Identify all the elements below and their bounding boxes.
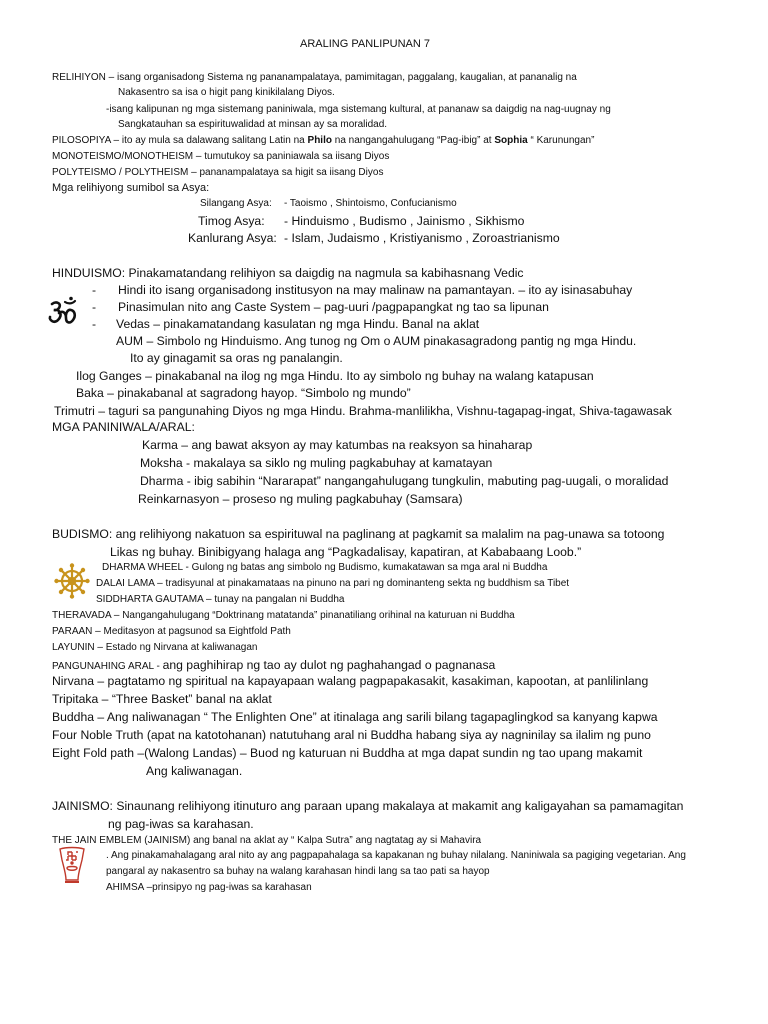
hinduismo-point-2: Pinasimulan nito ang Caste System – pag-uuri /pagpapangkat ng tao sa lipunan xyxy=(118,300,549,314)
paniniwala-heading: MGA PANINIWALA/ARAL: xyxy=(52,420,195,434)
dharma-wheel-icon xyxy=(54,563,90,599)
nirvana-def: Nirvana – pagtatamo ng spiritual na kapayapaan walang pagpapakasakit, kasakiman, kapootan, at panlilinlang xyxy=(52,674,649,688)
relihiyon-def-cont: Nakasentro sa isa o higit pang kinikilalang Diyos. xyxy=(118,87,335,98)
jainismo-heading: JAINISMO: Sinaunang relihiyong itinuturo ang paraan upang makalaya at makamit ang kaligayahan sa pamamagitan xyxy=(52,799,684,813)
reinkarnasyon-def: Reinkarnasyon – proseso ng muling pagkabuhay (Samsara) xyxy=(138,492,463,506)
hinduismo-heading: HINDUISMO: Pinakamatandang relihiyon sa daigdig na nagmula sa kabihasnang Vedic xyxy=(52,266,524,280)
pangunahing-aral: PANGUNAHING ARAL - ang paghihirap ng tao ay dulot ng paghahangad o pagnanasa xyxy=(52,658,496,672)
timog-label: Timog Asya: xyxy=(198,214,265,228)
theravada-def: THERAVADA – Nangangahulugang “Doktrinang matatanda” pinanatiliang orihinal na katuruan ni Buddha xyxy=(52,610,515,621)
tripitaka-def: Tripitaka – “Three Basket” banal na aklat xyxy=(52,692,272,706)
budismo-heading: BUDISMO: ang relihiyong nakatuon sa espirituwal na paglinang at pagkamit sa malalim na pag-unawa sa totoong xyxy=(52,527,665,541)
moksha-def: Moksha - makalaya sa siklo ng muling pagkabuhay at kamatayan xyxy=(140,456,493,470)
relihiyon-def-2-cont: Sangkatauhan sa espirituwalidad at minsan ay sa moralidad. xyxy=(118,119,388,130)
bullet-dash: - xyxy=(92,317,97,331)
aum-def-cont: Ito ay ginagamit sa oras ng panalangin. xyxy=(130,351,343,365)
ahimsa-def: AHIMSA –prinsipyo ng pag-iwas sa karahasan xyxy=(106,882,312,893)
jain-aral-2: pangaral ay nakasentro sa buhay na walang karahasan hindi lang sa tao pati sa hayop xyxy=(106,866,490,877)
polyteismo-def: POLYTEISMO / POLYTHEISM – pananampalataya sa higit sa iisang Diyos xyxy=(52,167,384,178)
four-noble-truth-def: Four Noble Truth (apat na katotohanan) natutuhang aral ni Buddha habang siya ay nagninilay sa ilalim ng puno xyxy=(52,728,651,742)
buddha-def: Buddha – Ang naliwanagan “ The Enlighten One” at itinalaga ang sarili bilang tagapaglingkod sa kanyang kapwa xyxy=(52,710,658,724)
bullet-dash: - xyxy=(92,300,97,314)
hinduismo-point-1: Hindi ito isang organisadong institusyon na may malinaw na pamantayan. – ito ay isinasabuhay xyxy=(118,283,633,297)
dharma-def: Dharma - ibig sabihin “Nararapat” nangangahulugang tungkulin, mabuting pag-uugali, o moralidad xyxy=(140,474,669,488)
layunin-def: LAYUNIN – Estado ng Nirvana at kaliwanagan xyxy=(52,642,258,653)
paraan-def: PARAAN – Meditasyon at pagsunod sa Eightfold Path xyxy=(52,626,291,637)
trimurti-def: Trimutri – taguri sa pangunahing Diyos ng mga Hindu. Brahma-manlilikha, Vishnu-tagapag-ingat, Shiva-tagawasak xyxy=(54,404,672,418)
dharma-wheel-def: DHARMA WHEEL - Gulong ng batas ang simbolo ng Budismo, kumakatawan sa mga aral ni Buddha xyxy=(102,562,548,573)
silangan-label: Silangang Asya: xyxy=(200,198,272,209)
siddharta-def: SIDDHARTA GAUTAMA – tunay na pangalan ni Buddha xyxy=(96,594,345,605)
kanluran-items: - Islam, Judaismo , Kristiyanismo , Zoroastrianismo xyxy=(284,231,560,245)
page-title: ARALING PANLIPUNAN 7 xyxy=(300,38,431,50)
timog-items: - Hinduismo , Budismo , Jainismo , Sikhismo xyxy=(284,214,525,228)
jain-emblem-icon xyxy=(56,846,88,886)
budismo-heading-cont: Likas ng buhay. Binibigyang halaga ang “Pagkadalisay, kapatiran, at Kababaang Loob.” xyxy=(110,545,582,559)
eight-fold-path-def-cont: Ang kaliwanagan. xyxy=(146,764,243,778)
jainismo-heading-cont: ng pag-iwas sa karahasan. xyxy=(108,817,254,831)
dalai-lama-def: DALAI LAMA – tradisyunal at pinakamataas na pinuno na pari ng dominanteng sekta ng buddhism sa Tibet xyxy=(96,578,570,589)
relihiyon-def-2: -isang kalipunan ng mga sistemang paniniwala, mga sistemang kultural, at pananaw sa daigdig na nag-uugnay ng xyxy=(106,104,611,115)
pilosopiya-def: PILOSOPIYA – ito ay mula sa dalawang salitang Latin na Philo na nangangahulugang “Pag-ibig” at Sophia “ Karunungan” xyxy=(52,135,595,146)
karma-def: Karma – ang bawat aksyon ay may katumbas na reaksyon sa hinaharap xyxy=(142,438,533,452)
sumibol-heading: Mga relihiyong sumibol sa Asya: xyxy=(52,182,210,194)
relihiyon-def: RELIHIYON – isang organisadong Sistema ng pananampalataya, pamimitagan, paggalang, kaugalian, at pananalig na xyxy=(52,72,577,83)
bullet-dash: - xyxy=(92,283,97,297)
kanluran-label: Kanlurang Asya: xyxy=(188,231,277,245)
eight-fold-path-def: Eight Fold path –(Walong Landas) – Buod ng katuruan ni Buddha at mga dapat sundin ng tao upang makamit xyxy=(52,746,643,760)
ganges-def: Ilog Ganges – pinakabanal na ilog ng mga Hindu. Ito ay simbolo ng buhay na walang katapusan xyxy=(76,369,594,383)
aum-def: AUM – Simbolo ng Hinduismo. Ang tunog ng Om o AUM pinakasagradong pantig ng mga Hindu. xyxy=(116,334,637,348)
silangan-items: - Taoismo , Shintoismo, Confucianismo xyxy=(284,198,457,209)
om-symbol-icon xyxy=(46,296,80,330)
jain-aral-1: . Ang pinakamahalagang aral nito ay ang pagpapahalaga sa kapakanan ng buhay nilalang. Naniniwala sa pagiging vegetarian. Ang xyxy=(106,850,686,861)
baka-def: Baka – pinakabanal at sagradong hayop. “Simbolo ng mundo” xyxy=(76,386,411,400)
monoteismo-def: MONOTEISMO/MONOTHEISM – tumutukoy sa paniniawala sa iisang Diyos xyxy=(52,151,390,162)
jain-emblem-def: THE JAIN EMBLEM (JAINISM) ang banal na aklat ay “ Kalpa Sutra” ang nagtatag ay si Mahavira xyxy=(52,835,482,846)
hinduismo-point-3: Vedas – pinakamatandang kasulatan ng mga Hindu. Banal na aklat xyxy=(116,317,480,331)
